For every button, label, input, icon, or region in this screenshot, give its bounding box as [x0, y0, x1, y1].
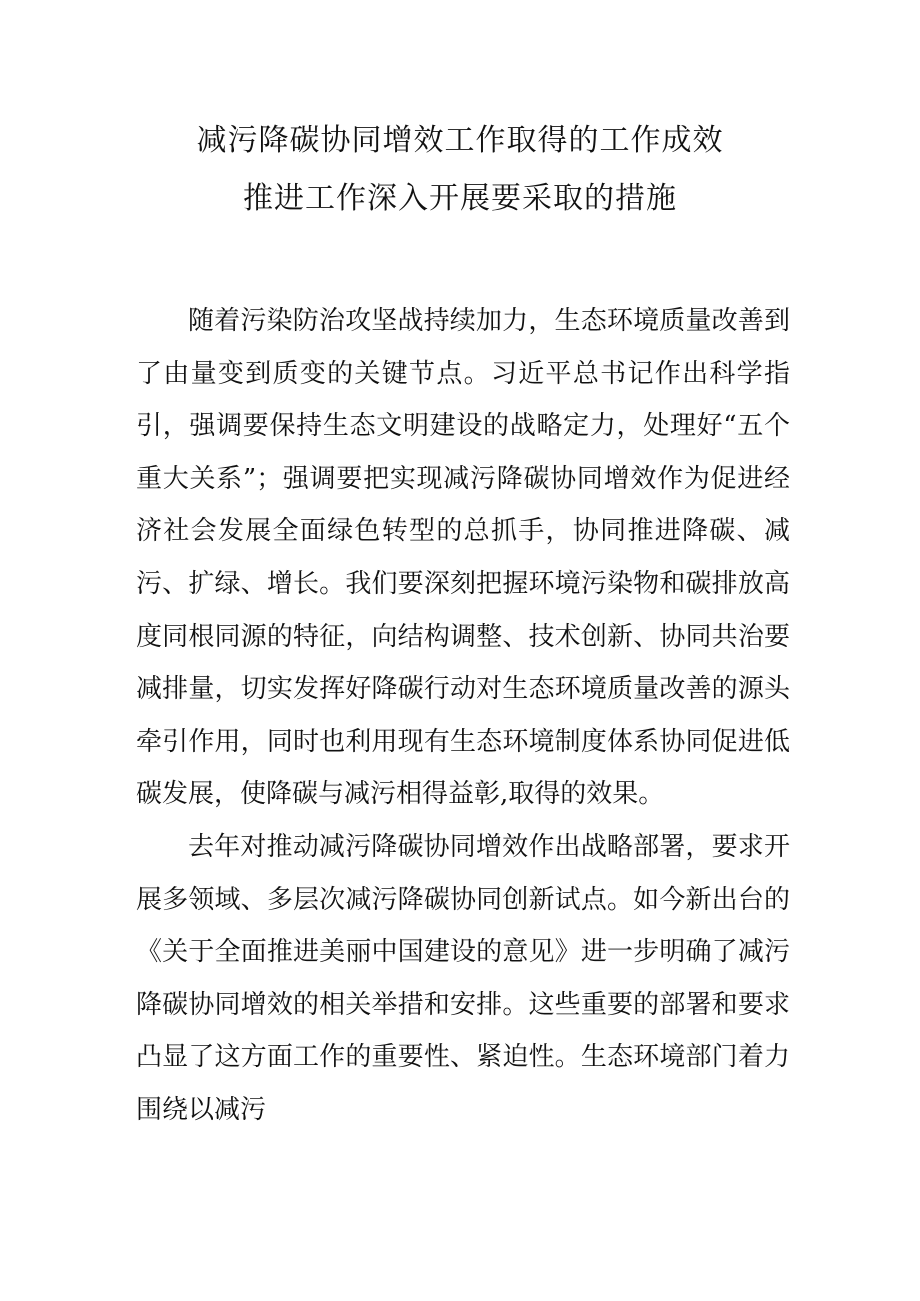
- document-title: [0, 112, 920, 228]
- document-body: [136, 295, 790, 1137]
- title-line-2: 推进工作深入开展要采取的措施: [243, 181, 677, 216]
- title-line-1: 减污降碳协同增效工作取得的工作成效: [196, 123, 724, 158]
- paragraph-2: 去年对推动减污降碳协同增效作出战略部署，要求开展多领域、多层次减污降碳协同创新试点。如今新出台的《关于全面推进美丽中国建设的意见》进一步明确了减污降碳协同增效的相关举措和安排。这些重要的部署和要求凸显了这方面工作的重要性、紧迫性。生态环境部门着力围绕以减污: [136, 831, 790, 1125]
- paragraph-1: 随着污染防治攻坚战持续加力，生态环境质量改善到了由量变到质变的关键节点。习近平总书记作出科学指引，强调要保持生态文明建设的战略定力，处理好“五个重大关系”；强调要把实现减污降碳协同增效作为促进经济社会发展全面绿色转型的总抓手，协同推进降碳、减污、扩绿、增长。我们要深刻把握环境污染物和碳排放高度同根同源的特征，向结构调整、技术创新、协同共治要减排量，切实发挥好降碳行动对生态环境质量改善的源头牵引作用，同时也利用现有生态环境制度体系协同促进低碳发展，使降碳与减污相得益彰,取得的效果。: [136, 306, 790, 810]
